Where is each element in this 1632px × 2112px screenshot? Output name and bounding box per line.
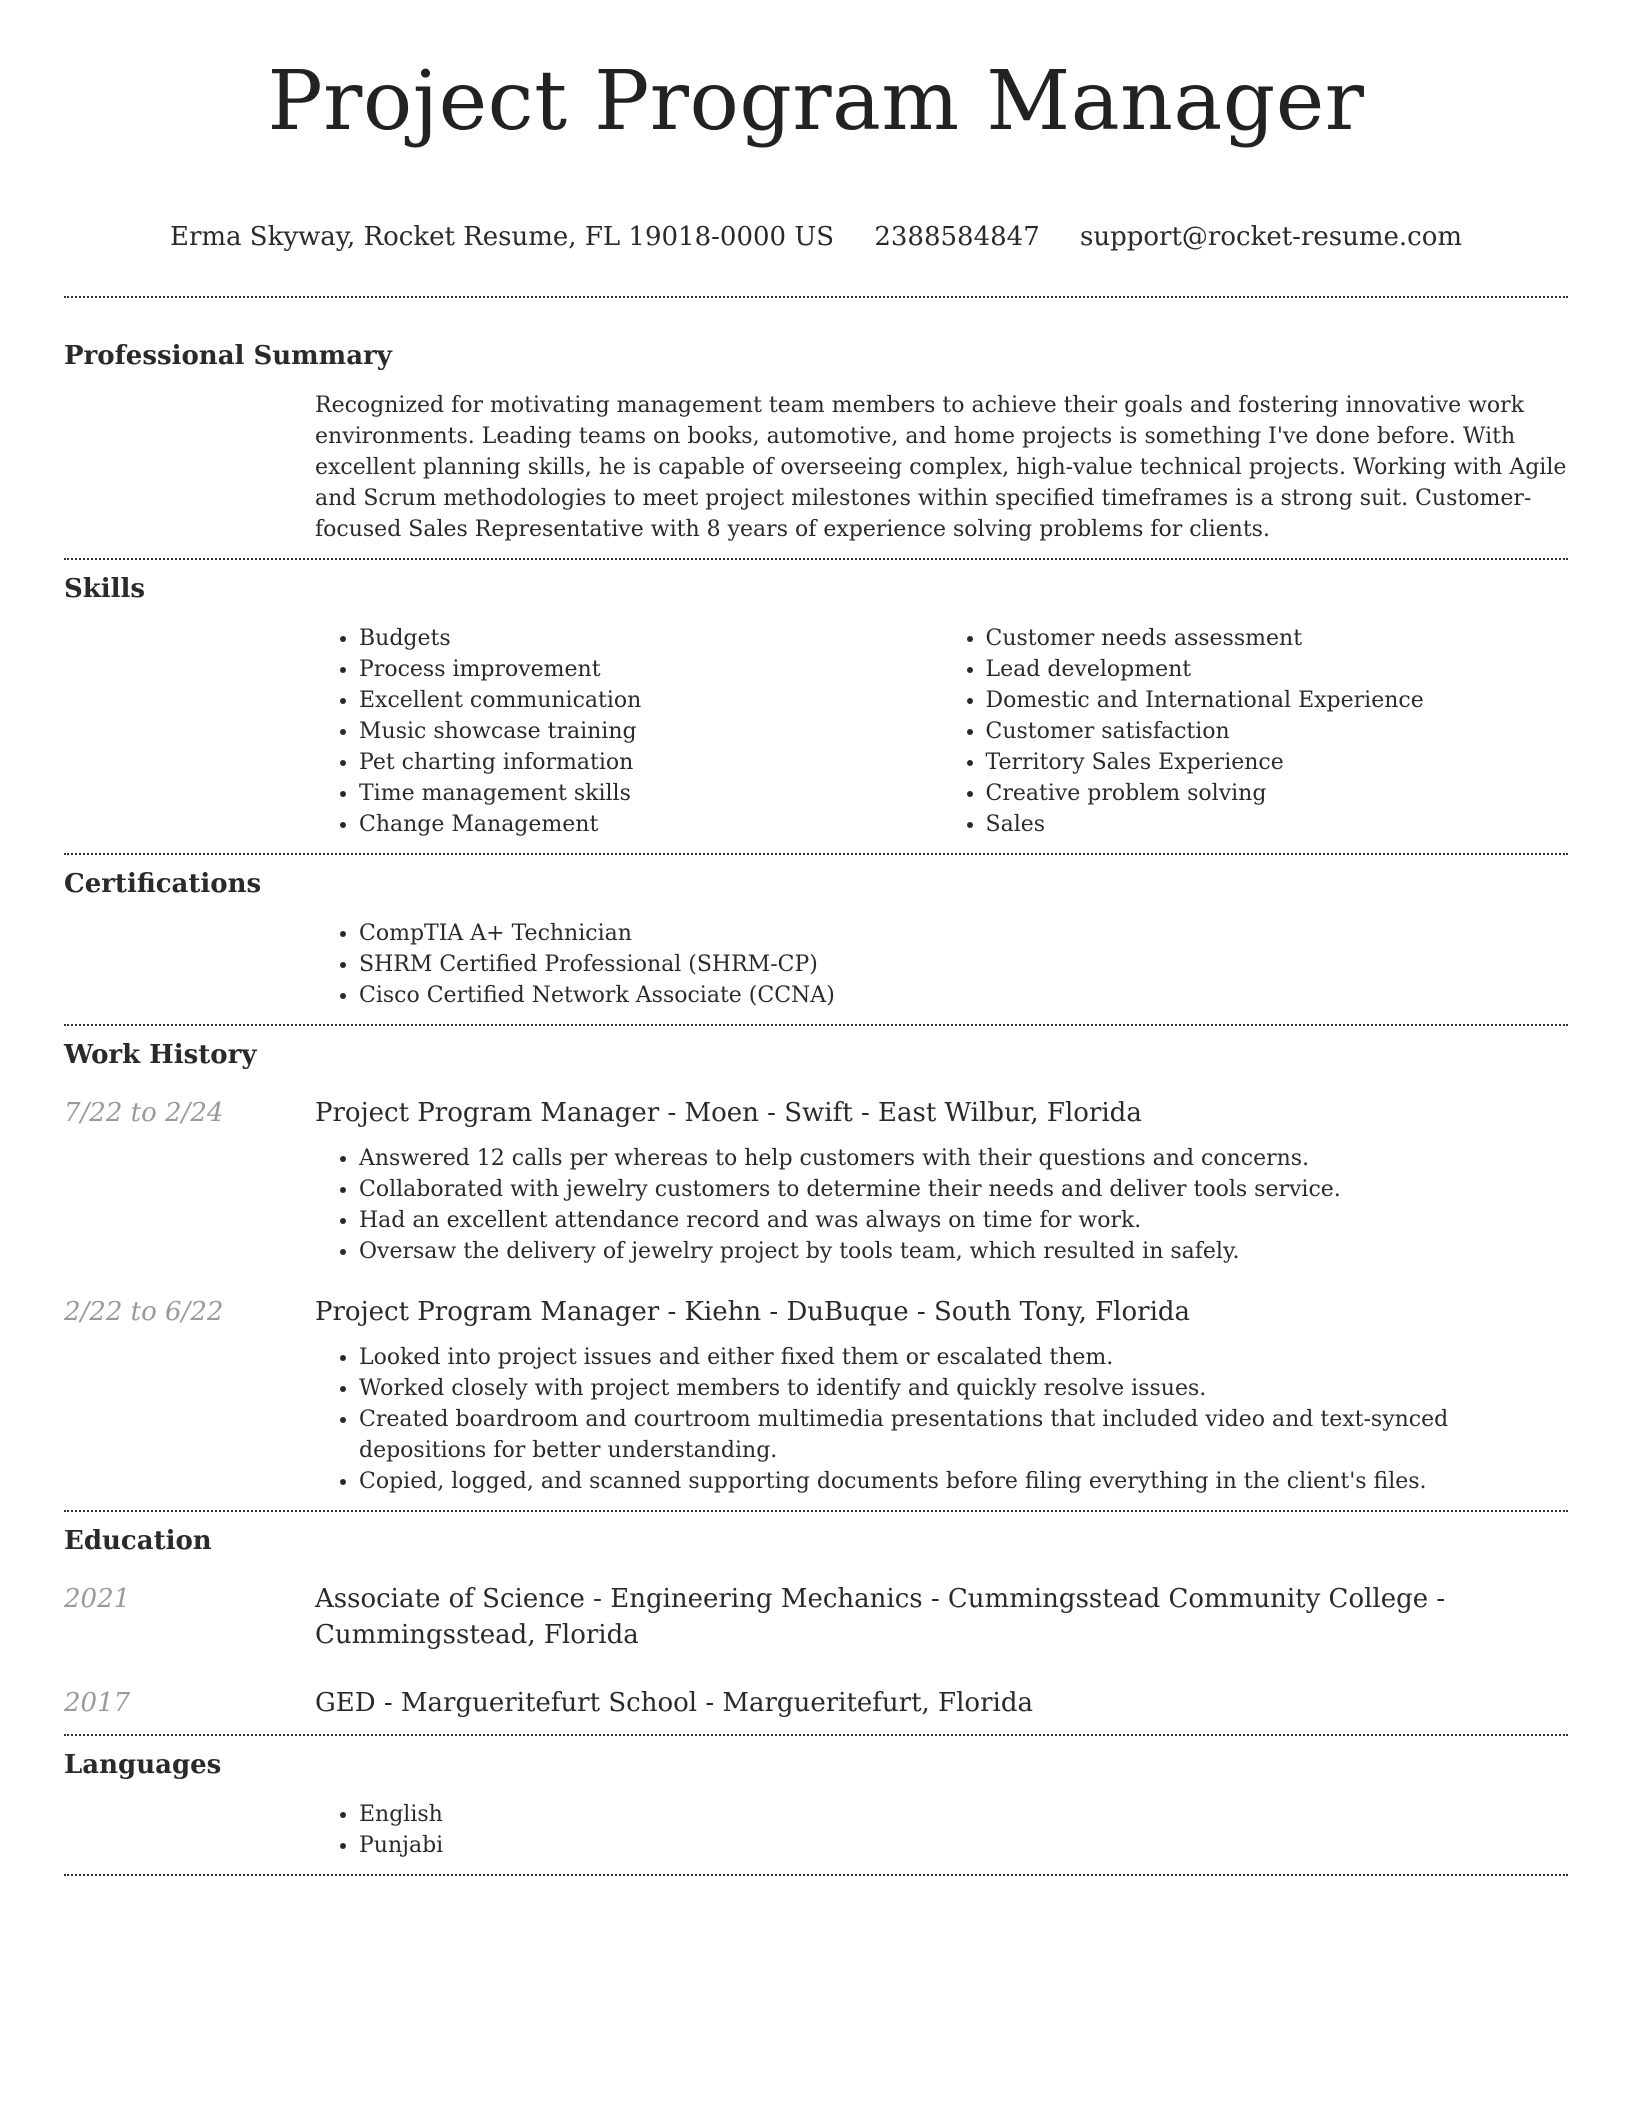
certifications-list xyxy=(315,918,1568,1011)
certifications-content xyxy=(315,918,1568,1011)
skill-item: • Excellent communication xyxy=(359,685,942,716)
summary-section xyxy=(64,338,1568,545)
certification-item: • Cisco Certified Network Associate (CCNA) xyxy=(359,980,1568,1011)
contact-line xyxy=(0,220,1632,254)
languages-section xyxy=(64,1747,1568,1861)
certification-item: • SHRM Certified Professional (SHRM-CP) xyxy=(359,949,1568,980)
education-text: GED - Margueritefurt School - Margueritefurt, Florida xyxy=(315,1688,1033,1718)
resume-name: Project Program Manager xyxy=(267,54,1365,149)
education-date: 2021 xyxy=(64,1584,131,1614)
job-bullet: • Worked closely with project members to identify and quickly resolve issues. xyxy=(359,1373,1568,1404)
skill-item: • Customer needs assessment xyxy=(986,623,1569,654)
job-title: Project Program Manager - Kiehn - DuBuque - South Tony, Florida xyxy=(315,1297,1191,1327)
work-history-title: Work History xyxy=(64,1040,257,1070)
job-bullet: • Had an excellent attendance record and was always on time for work. xyxy=(359,1205,1568,1236)
education-section xyxy=(64,1523,1568,1721)
skill-item: • Sales xyxy=(986,809,1569,840)
skills-list-left xyxy=(315,623,942,840)
skill-item: • Music showcase training xyxy=(359,716,942,747)
job-date: 7/22 to 2/24 xyxy=(64,1098,224,1128)
work-history-section xyxy=(64,1037,1568,1497)
job-entry xyxy=(64,1294,1568,1497)
certifications-section xyxy=(64,866,1568,1011)
skill-item: • Creative problem solving xyxy=(986,778,1569,809)
divider xyxy=(64,1874,1568,1876)
education-entry xyxy=(64,1581,1568,1653)
divider xyxy=(64,1024,1568,1026)
divider xyxy=(64,853,1568,855)
job-bullet: • Looked into project issues and either fixed them or escalated them. xyxy=(359,1342,1568,1373)
job-bullet: • Answered 12 calls per whereas to help customers with their questions and concerns. xyxy=(359,1143,1568,1174)
education-text: Associate of Science - Engineering Mechanics - Cummingsstead Community College - Cummingsstead, Florida xyxy=(315,1584,1446,1650)
job-bullet: • Created boardroom and courtroom multimedia presentations that included video and text-synced depositions for better understanding. xyxy=(359,1404,1568,1466)
skills-columns xyxy=(315,623,1568,840)
contact-email: support@rocket-resume.com xyxy=(1080,222,1463,252)
languages-content xyxy=(315,1799,1568,1861)
skills-title: Skills xyxy=(64,574,146,604)
job-entry xyxy=(64,1095,1568,1267)
contact-phone: 2388584847 xyxy=(874,222,1040,252)
divider xyxy=(64,1734,1568,1736)
skill-item: • Time management skills xyxy=(359,778,942,809)
certification-item: • CompTIA A+ Technician xyxy=(359,918,1568,949)
job-bullets xyxy=(315,1143,1568,1267)
summary-text: Recognized for motivating management team members to achieve their goals and fostering innovative work environments. Leading teams on books, automotive, and home projects is something I've done before. With excellent planning skills, he is capable of overseeing complex, high-value technical projects. Working with Agile and Scrum methodologies to meet project milestones within specified timeframes is a strong suit. Customer-focused Sales Representative with 8 years of experience solving problems for clients. xyxy=(315,393,1567,542)
education-entry xyxy=(64,1685,1568,1721)
certifications-title: Certifications xyxy=(64,869,262,899)
divider xyxy=(64,1510,1568,1512)
skill-item: • Process improvement xyxy=(359,654,942,685)
education-title: Education xyxy=(64,1526,212,1556)
skills-list-right xyxy=(942,623,1569,840)
job-date: 2/22 to 6/22 xyxy=(64,1297,224,1327)
skill-item: • Change Management xyxy=(359,809,942,840)
skill-item: • Pet charting information xyxy=(359,747,942,778)
divider xyxy=(64,296,1568,298)
job-bullet: • Collaborated with jewelry customers to determine their needs and deliver tools service. xyxy=(359,1174,1568,1205)
skill-item: • Territory Sales Experience xyxy=(986,747,1569,778)
languages-title: Languages xyxy=(64,1750,222,1780)
languages-list xyxy=(315,1799,1568,1861)
summary-title: Professional Summary xyxy=(64,341,392,371)
job-title: Project Program Manager - Moen - Swift - East Wilbur, Florida xyxy=(315,1098,1142,1128)
language-item: • English xyxy=(359,1799,1568,1830)
job-bullets xyxy=(315,1342,1568,1497)
job-bullet: • Copied, logged, and scanned supporting documents before filing everything in the client's files. xyxy=(359,1466,1568,1497)
language-item: • Punjabi xyxy=(359,1830,1568,1861)
skill-item: • Lead development xyxy=(986,654,1569,685)
skill-item: • Customer satisfaction xyxy=(986,716,1569,747)
skill-item: • Domestic and International Experience xyxy=(986,685,1569,716)
job-bullet: • Oversaw the delivery of jewelry project by tools team, which resulted in safely. xyxy=(359,1236,1568,1267)
skills-section xyxy=(64,571,1568,840)
skill-item: • Budgets xyxy=(359,623,942,654)
contact-address: Erma Skyway, Rocket Resume, FL 19018-0000 US xyxy=(169,222,835,252)
education-date: 2017 xyxy=(64,1688,131,1718)
divider xyxy=(64,558,1568,560)
